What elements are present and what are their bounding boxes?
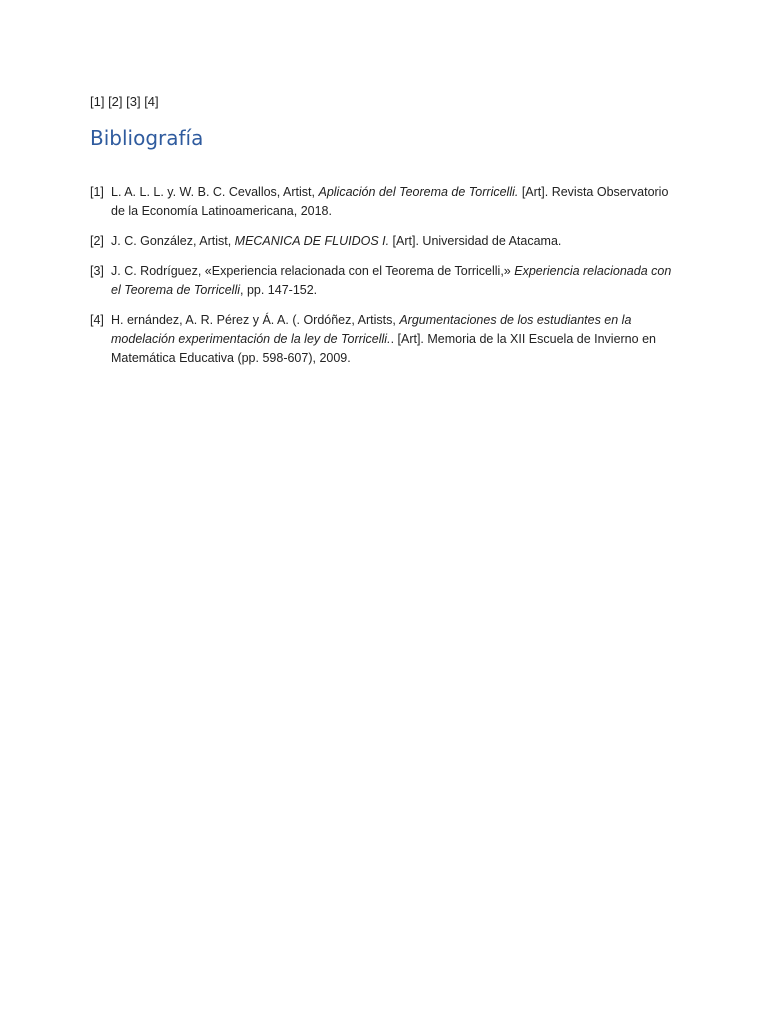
reference-title: Argumentaciones de los estudiantes en la modelación experimentación de la ley de Torricelli.: [111, 313, 632, 346]
reference-number: [3]: [90, 264, 104, 278]
reference-title: MECANICA DE FLUIDOS I.: [234, 234, 390, 248]
reference-list: [90, 183, 680, 379]
reference-authors: H. ernández, A. R. Pérez y Á. A. (. Ordóñez, Artists,: [111, 313, 400, 327]
reference-item-4: [90, 311, 680, 368]
reference-title: Aplicación del Teorema de Torricelli.: [318, 185, 519, 199]
reference-text: [111, 183, 680, 221]
reference-number: [1]: [90, 185, 104, 199]
reference-authors: J. C. González, Artist,: [111, 234, 235, 248]
reference-item-2: [90, 232, 680, 251]
reference-source: . [Art]. Memoria de la XII Escuela de Invierno en Matemática Educativa (pp. 598-607), 2009.: [111, 332, 656, 365]
bibliography-heading: Bibliografía: [90, 126, 204, 150]
reference-number: [2]: [90, 234, 104, 248]
reference-source: [Art]. Revista Observatorio de la Economía Latinoamericana, 2018.: [111, 185, 669, 218]
reference-title: Experiencia relacionada con el Teorema de Torricelli: [111, 264, 672, 297]
reference-authors: L. A. L. L. y. W. B. C. Cevallos, Artist,: [111, 185, 319, 199]
citation-markers: [1] [2] [3] [4]: [90, 94, 159, 109]
reference-number: [4]: [90, 313, 104, 327]
reference-source: , pp. 147-152.: [240, 283, 318, 297]
reference-item-1: [90, 183, 680, 221]
reference-item-3: [90, 262, 680, 300]
reference-text: [111, 232, 680, 251]
reference-text: [111, 262, 680, 300]
reference-authors: J. C. Rodríguez, «Experiencia relacionada con el Teorema de Torricelli,»: [111, 264, 515, 278]
reference-source: [Art]. Universidad de Atacama.: [389, 234, 562, 248]
reference-text: [111, 311, 680, 368]
